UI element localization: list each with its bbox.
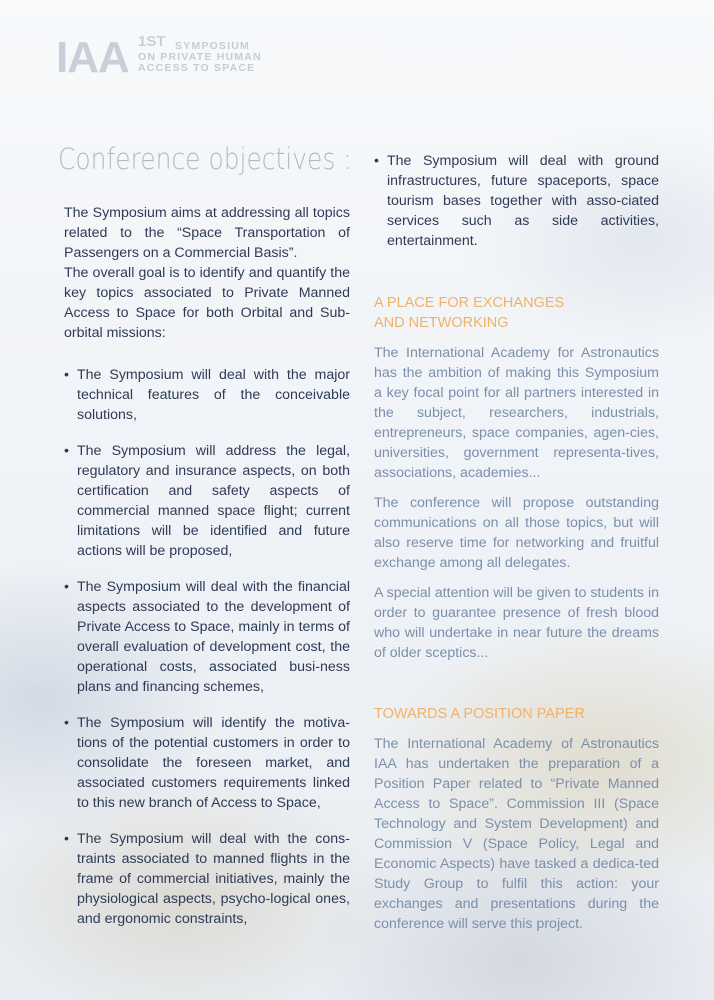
logo-line-1: SYMPOSIUM [175, 40, 250, 52]
iaa-symposium-logo [56, 33, 316, 83]
networking-title-line-1: A PLACE FOR EXCHANGES [374, 295, 565, 311]
right-column [374, 151, 659, 934]
objectives-list [64, 365, 350, 929]
logo-line-2: ON PRIVATE HUMAN [138, 51, 262, 63]
objective-item: • The Symposium will deal with the financial aspects associated to the development of Private Access to Space, mainly in terms of overall evaluation of development cost, the operational costs, associated busi-ness plans and financing schemes, [64, 577, 350, 697]
networking-paragraph-1: The International Academy for Astronautics has the ambition of making this Symposium a key focal point for all partners interested in the subject, researchers, industrials, entrepreneurs, space companies, agen-cies, universities, government representa-tives, associations, academies... [374, 345, 659, 481]
networking-paragraph-3: A special attention will be given to students in order to guarantee presence of fresh blood who will undertake in near future the dreams of older sceptics... [374, 585, 659, 661]
networking-section [374, 293, 659, 663]
position-paper-paragraph: The International Academy of Astronautics IAA has undertaken the preparation of a Position Paper related to “Private Manned Access to Space”. Commission III (Space Technology and System Development) and Commission V (Space Policy, Legal and Economic Aspects) have tasked a dedica-ted Study Group to fulfil this action: your exchanges and presentations during the conference will serve this project. [374, 736, 659, 932]
networking-section-title [374, 293, 659, 333]
objectives-list-continued [374, 151, 659, 251]
networking-title-line-2: AND NETWORKING [374, 315, 509, 331]
intro-paragraph-1: The Symposium aims at addressing all topics related to the “Space Transportation of Passengers on a Commercial Basis”. [64, 205, 350, 261]
logo-iaa: IAA [56, 33, 129, 82]
left-column [64, 203, 350, 945]
logo-ordinal: 1ST [138, 33, 166, 50]
position-paper-section [374, 704, 659, 934]
networking-paragraph-2: The conference will propose outstanding communications on all those topics, but will also reserve time for networking and fruitful exchange among all delegates. [374, 495, 659, 571]
position-paper-title: TOWARDS A POSITION PAPER [374, 706, 585, 722]
intro-paragraph-2: The overall goal is to identify and quantify the key topics associated to Private Manned Access to Space for both Orbital and Sub-orbital missions: [64, 265, 350, 341]
objective-item: • The Symposium will deal with the cons-traints associated to manned flights in the frame of commercial initiatives, mainly the physiological aspects, psycho-logical ones, and ergonomic constraints, [64, 829, 350, 929]
objective-item: • The Symposium will deal with ground infrastructures, future spaceports, space tourism bases together with asso-ciated services such as side activities, entertainment. [374, 151, 659, 251]
page-heading: Conference objectives : [58, 142, 352, 176]
objective-item: • The Symposium will address the legal, regulatory and insurance aspects, on both certification and safety aspects of commercial manned space flight; current limitations will be identified and future actions will be proposed, [64, 441, 350, 561]
logo-symposium-text [138, 41, 262, 74]
logo-line-3: ACCESS TO SPACE [138, 62, 256, 74]
objective-item: • The Symposium will identify the motiva-tions of the potential customers in order to consolidate the foreseen market, and associated customers requirements linked to this new branch of Access to Space, [64, 713, 350, 813]
objective-item: • The Symposium will deal with the major technical features of the conceivable solutions, [64, 365, 350, 425]
